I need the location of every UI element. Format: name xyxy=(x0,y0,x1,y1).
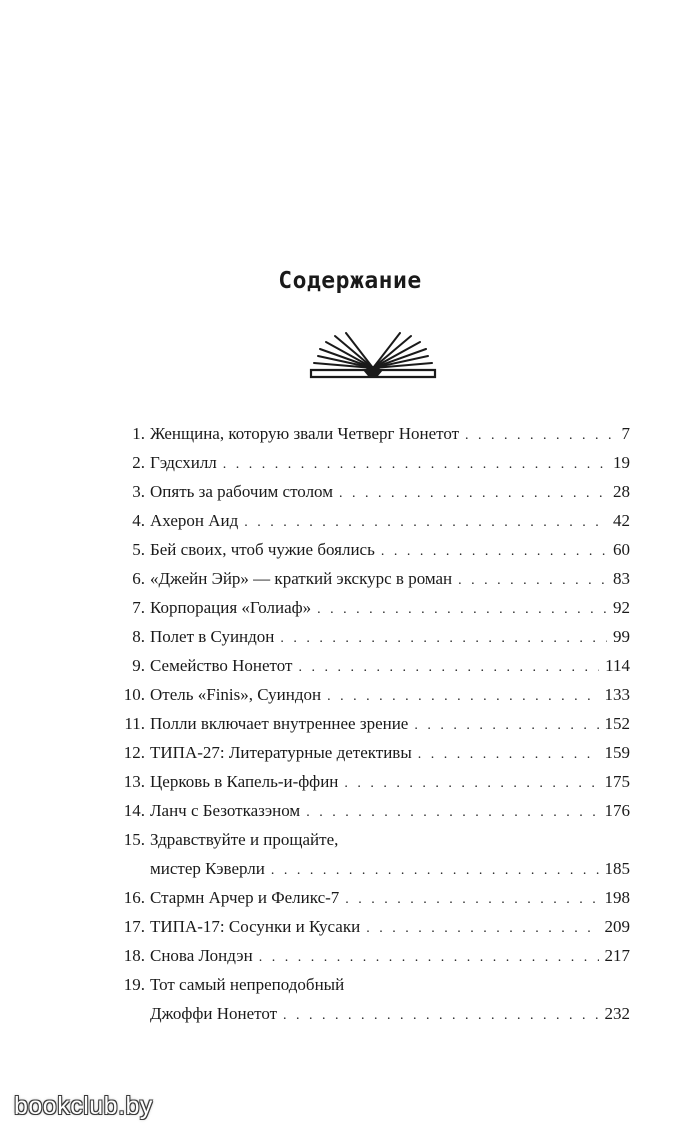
toc-dot-leader xyxy=(317,595,607,624)
toc-number: 12. xyxy=(123,743,145,762)
toc-title: Ахерон Аид xyxy=(150,511,239,530)
toc-number: 11. xyxy=(124,714,145,733)
toc-line xyxy=(118,854,630,883)
toc-title: Стармн Арчер и Феликс-7 xyxy=(150,888,340,907)
toc-entry xyxy=(118,419,630,448)
toc-entry xyxy=(118,535,630,564)
toc-line xyxy=(118,506,630,535)
toc-entry xyxy=(118,912,630,941)
toc-line xyxy=(118,883,630,912)
toc-number: 17. xyxy=(123,917,145,936)
toc-entry xyxy=(118,709,630,738)
toc-dot-leader xyxy=(327,682,598,711)
toc-page-number: 7 xyxy=(621,424,630,443)
toc-line xyxy=(118,535,630,564)
toc-entry xyxy=(118,738,630,767)
toc-entry xyxy=(118,564,630,593)
toc-entry xyxy=(118,680,630,709)
toc-line xyxy=(118,970,630,999)
toc-number: 2. xyxy=(132,453,145,472)
toc-title: Снова Лондэн xyxy=(150,946,253,965)
toc-dot-leader xyxy=(306,798,598,827)
toc-line xyxy=(118,477,630,506)
toc-title: мистер Кэверли xyxy=(150,859,265,878)
toc-page-number: 28 xyxy=(613,482,630,501)
toc-number: 13. xyxy=(123,772,145,791)
toc-page-number: 92 xyxy=(613,598,630,617)
toc-page-number: 217 xyxy=(604,946,630,965)
toc-title: Джоффи Нонетот xyxy=(150,1004,278,1023)
toc-dot-leader xyxy=(339,479,607,508)
toc-dot-leader xyxy=(381,537,607,566)
toc-page-number: 176 xyxy=(604,801,630,820)
toc-line xyxy=(118,651,630,680)
toc-number: 18. xyxy=(123,946,145,965)
toc-dot-leader xyxy=(280,624,607,653)
toc-entry xyxy=(118,941,630,970)
toc-dot-leader xyxy=(259,943,599,972)
toc-page-number: 175 xyxy=(604,772,630,791)
toc-number: 10. xyxy=(123,685,145,704)
toc-page-number: 83 xyxy=(613,569,630,588)
toc-page-number: 133 xyxy=(604,685,630,704)
toc-dot-leader xyxy=(344,769,598,798)
toc-entry xyxy=(118,767,630,796)
toc-line xyxy=(118,564,630,593)
toc-title: Церковь в Капель-и-ффин xyxy=(150,772,339,791)
page-title: Содержание xyxy=(278,268,422,294)
open-book-icon xyxy=(308,332,438,382)
toc-line xyxy=(118,825,630,854)
toc-dot-leader xyxy=(458,566,607,595)
toc-dot-leader xyxy=(283,1001,598,1030)
toc-title: ТИПА-27: Литературные детективы xyxy=(150,743,412,762)
toc-title: Гэдсхилл xyxy=(150,453,217,472)
toc-entry xyxy=(118,506,630,535)
toc-page-number: 19 xyxy=(613,453,630,472)
toc-entry xyxy=(118,825,630,883)
toc-number: 5. xyxy=(132,540,145,559)
toc-page-number: 232 xyxy=(604,1004,630,1023)
toc-entry xyxy=(118,796,630,825)
toc-line xyxy=(118,622,630,651)
toc-title: ТИПА-17: Сосунки и Кусаки xyxy=(150,917,361,936)
toc-page-number: 99 xyxy=(613,627,630,646)
toc-page-number: 185 xyxy=(604,859,630,878)
toc-dot-leader xyxy=(223,450,607,479)
toc-line xyxy=(118,593,630,622)
toc-line xyxy=(118,941,630,970)
toc-page-number: 152 xyxy=(604,714,630,733)
toc-line xyxy=(118,767,630,796)
toc-line xyxy=(118,680,630,709)
toc-line xyxy=(118,738,630,767)
toc-page-number: 114 xyxy=(605,656,630,675)
toc-title: Тот самый непреподобный xyxy=(150,975,345,994)
toc-title: Семейство Нонетот xyxy=(150,656,293,675)
toc-line xyxy=(118,796,630,825)
toc-title: «Джейн Эйр» — краткий экскурс в роман xyxy=(150,569,453,588)
toc-dot-leader xyxy=(418,740,599,769)
toc-number: 1. xyxy=(132,424,145,443)
toc-title: Полет в Суиндон xyxy=(150,627,275,646)
toc-title: Опять за рабочим столом xyxy=(150,482,333,501)
toc-line xyxy=(118,448,630,477)
toc-page-number: 209 xyxy=(604,917,630,936)
toc-number: 14. xyxy=(123,801,145,820)
toc-entry xyxy=(118,883,630,912)
toc-number: 3. xyxy=(132,482,145,501)
toc-entry xyxy=(118,970,630,1028)
toc-entry xyxy=(118,622,630,651)
toc-title: Здравствуйте и прощайте, xyxy=(150,830,339,849)
toc-title: Женщина, которую звали Четверг Нонетот xyxy=(150,424,460,443)
toc-number: 8. xyxy=(132,627,145,646)
toc-entry xyxy=(118,651,630,680)
toc-number: 7. xyxy=(132,598,145,617)
toc-title: Полли включает внутреннее зрение xyxy=(150,714,409,733)
toc-title: Бей своих, чтоб чужие боялись xyxy=(150,540,375,559)
toc-dot-leader xyxy=(271,856,599,885)
toc-dot-leader xyxy=(298,653,599,682)
toc-dot-leader xyxy=(414,711,598,740)
toc-line xyxy=(118,709,630,738)
toc-line xyxy=(118,912,630,941)
toc-number: 19. xyxy=(123,975,145,994)
toc-entry xyxy=(118,448,630,477)
toc-page-number: 159 xyxy=(604,743,630,762)
toc-dot-leader xyxy=(345,885,598,914)
toc-number: 15. xyxy=(123,830,145,849)
toc-number: 9. xyxy=(132,656,145,675)
toc-title: Ланч с Безотказэном xyxy=(150,801,301,820)
toc-title: Корпорация «Голиаф» xyxy=(150,598,312,617)
toc-number: 6. xyxy=(132,569,145,588)
toc-title: Отель «Finis», Суиндон xyxy=(150,685,322,704)
toc-line xyxy=(118,419,630,448)
table-of-contents xyxy=(118,419,630,1028)
toc-line xyxy=(118,999,630,1028)
toc-page-number: 198 xyxy=(604,888,630,907)
toc-number: 16. xyxy=(123,888,145,907)
toc-entry xyxy=(118,477,630,506)
toc-dot-leader xyxy=(465,421,615,450)
toc-page-number: 42 xyxy=(613,511,630,530)
watermark: bookclub.by xyxy=(14,1092,153,1120)
toc-dot-leader xyxy=(244,508,607,537)
toc-page-number: 60 xyxy=(613,540,630,559)
toc-number: 4. xyxy=(132,511,145,530)
toc-entry xyxy=(118,593,630,622)
toc-dot-leader xyxy=(366,914,598,943)
